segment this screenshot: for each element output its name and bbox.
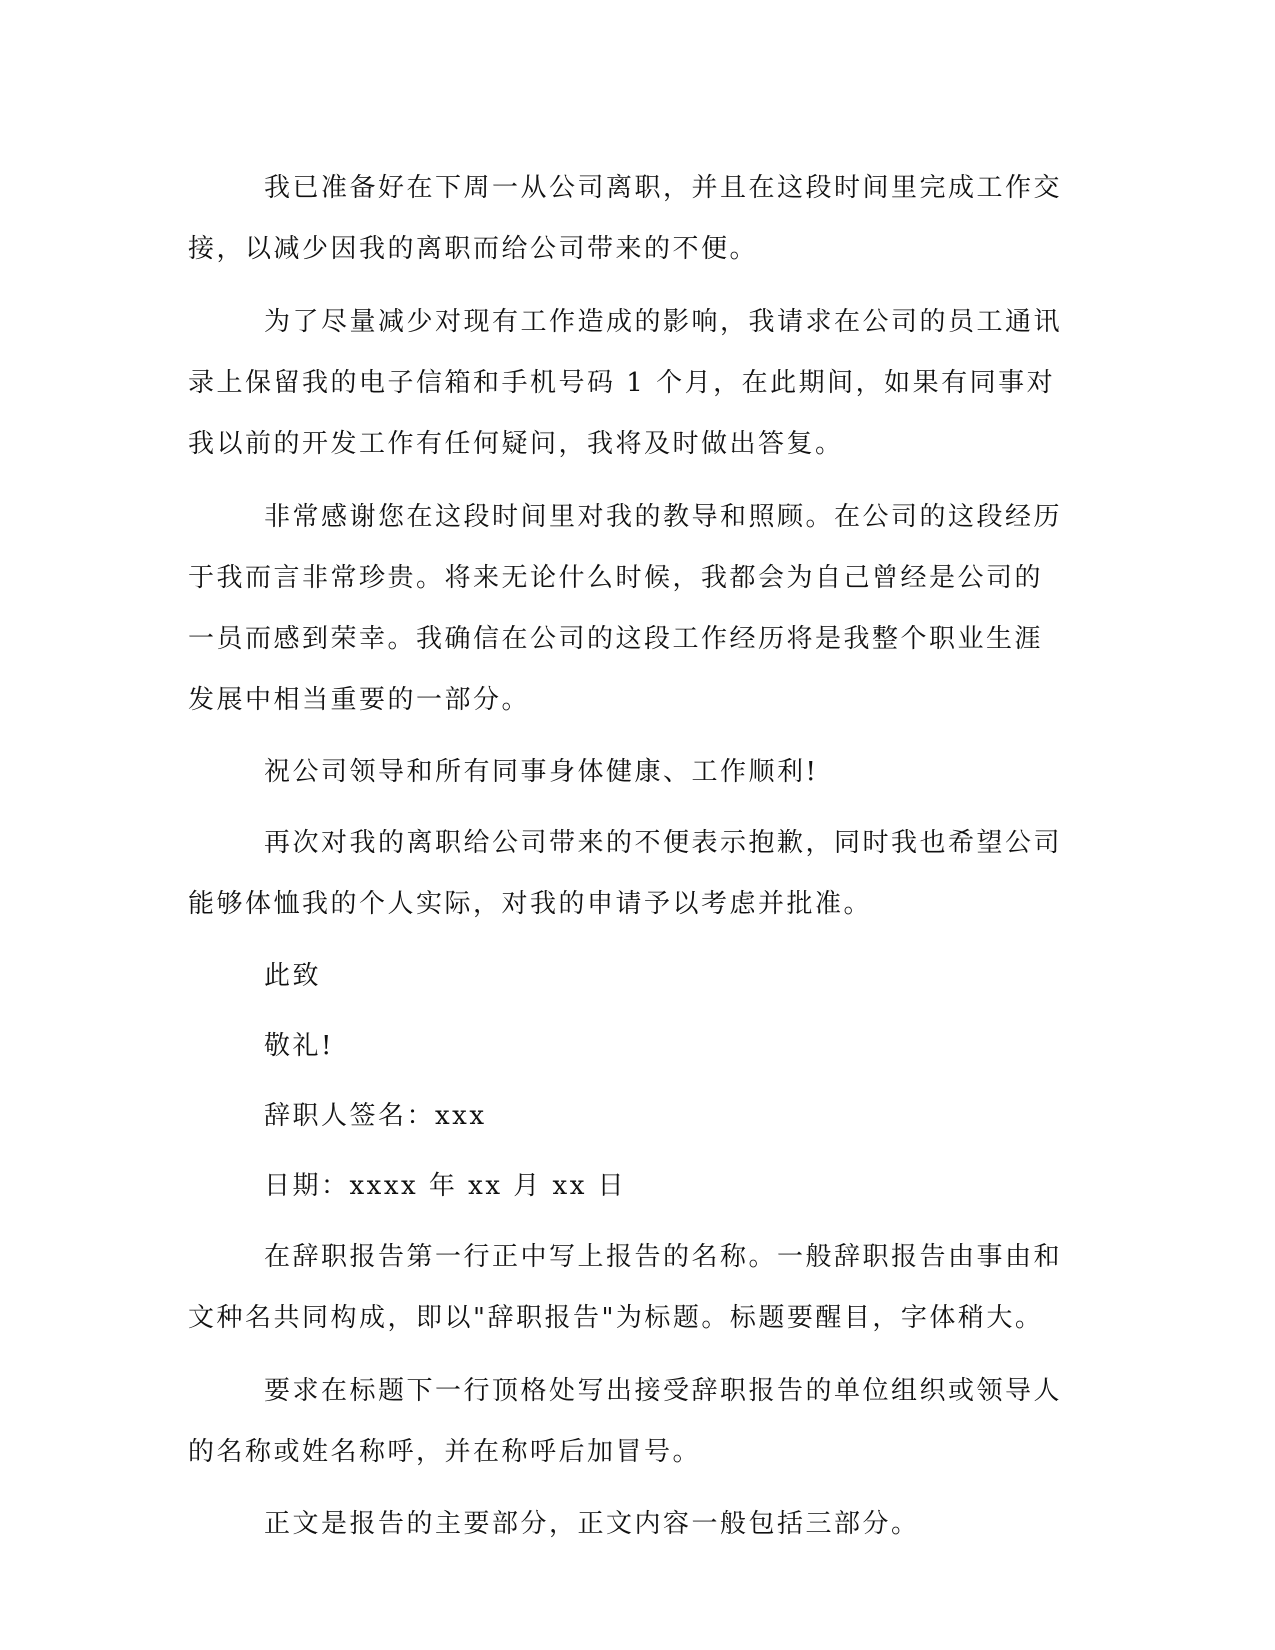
paragraph-wishes: 祝公司领导和所有同事身体健康、工作顺利!	[264, 757, 819, 787]
signature-line: 辞职人签名：xxx	[264, 1101, 487, 1131]
paragraph-resignation-timing: 我已准备好在下周一从公司离职，并且在这段时间里完成工作交接，以减少因我的离职而给公司带来的不便。	[188, 173, 1063, 264]
paragraph-gratitude: 非常感谢您在这段时间里对我的教导和照顾。在公司的这段经历于我而言非常珍贵。将来无论什么时候，我都会为自己曾经是公司的一员而感到荣幸。我确信在公司的这段工作经历将是我整个职业生涯发展中相当重要的一部分。	[188, 502, 1063, 715]
paragraph-title-guidance: 在辞职报告第一行正中写上报告的名称。一般辞职报告由事由和文种名共同构成，即以"辞职报告"为标题。标题要醒目，字体稍大。	[188, 1242, 1063, 1333]
closing-regards: 敬礼!	[264, 1031, 334, 1061]
paragraph-apology: 再次对我的离职给公司带来的不便表示抱歉，同时我也希望公司能够体恤我的个人实际，对我的申请予以考虑并批准。	[188, 828, 1063, 919]
paragraph-contact-retention: 为了尽量减少对现有工作造成的影响，我请求在公司的员工通讯录上保留我的电子信箱和手机号码 1 个月，在此期间，如果有同事对我以前的开发工作有任何疑问，我将及时做出答复。	[188, 307, 1063, 459]
paragraph-salutation-guidance: 要求在标题下一行顶格处写出接受辞职报告的单位组织或领导人的名称或姓名称呼，并在称呼后加冒号。	[188, 1376, 1063, 1467]
paragraph-body-guidance: 正文是报告的主要部分，正文内容一般包括三部分。	[264, 1509, 920, 1539]
closing-salutation: 此致	[264, 961, 322, 991]
document-body	[188, 158, 1068, 1565]
date-line: 日期：xxxx 年 xx 月 xx 日	[264, 1171, 627, 1201]
